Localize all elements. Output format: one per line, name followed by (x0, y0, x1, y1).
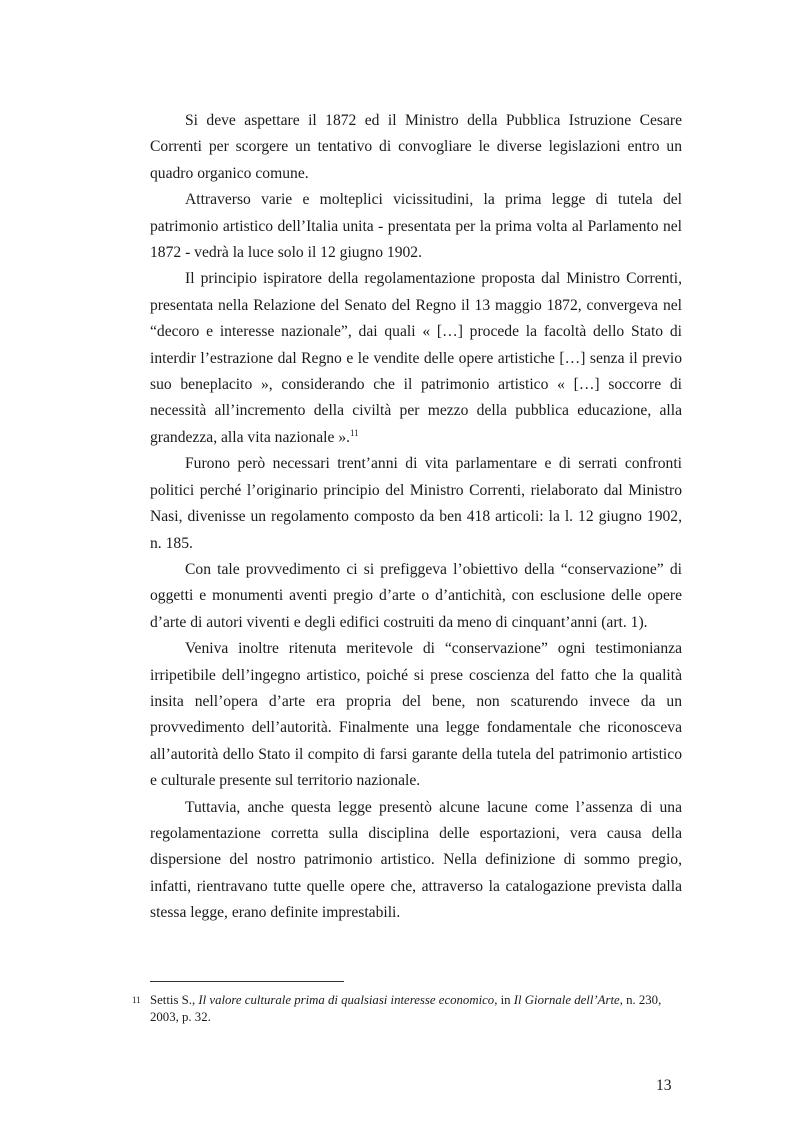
footnote-title: Il valore culturale prima di qualsiasi interesse economico, (198, 993, 498, 1007)
footnote-divider (150, 981, 344, 982)
paragraph: Tuttavia, anche questa legge presentò alcune lacune come l’assenza di una regolamentazione corretta sulla disciplina delle esportazioni, vera causa della dispersione del nostro patrimonio artistico. Nella definizione di sommo pregio, infatti, rientravano tutte quelle opere che, attraverso la catalogazione prevista dalla stessa legge, erano definite imprestabili. (150, 798, 682, 922)
paragraph: Furono però necessari trent’anni di vita parlamentare e di serrati confronti politici perché l’originario principio del Ministro Correnti, rielaborato dal Ministro Nasi, divenisse un regolamento composto da ben 418 articoli: la l. 12 giugno 1902, n. 185. (150, 455, 682, 552)
paragraph: Veniva inoltre ritenuta meritevole di “conservazione” ogni testimonianza irripetibile dell’ingegno artistico, poiché si prese coscienza del fatto che la qualità insita nell’opera d’arte era propria del bene, non scaturendo invece da un provvedimento dell’autorità. Finalmente una legge fondamentale che riconosceva all’autorità dello Stato il compito di farsi garante della tutela del patrimonio artistico e culturale presente sul territorio nazionale. (150, 640, 682, 790)
paragraph: Con tale provvedimento ci si prefiggeva l’obiettivo della “conservazione” di oggetti e monumenti aventi pregio d’arte o d’antichità, con esclusione delle opere d’arte di autori viventi e degli edifici costruiti da meno di cinquant’anni (art. 1). (150, 560, 682, 631)
footnote-journal: Il Giornale dell’Arte (513, 993, 620, 1007)
footnote-author: Settis S., (150, 993, 196, 1007)
body-text (150, 108, 682, 927)
paragraph-with-footnote (150, 266, 682, 451)
page-number: 13 (656, 1077, 672, 1094)
footnote-reference[interactable]: 11 (350, 427, 359, 438)
footnote (132, 992, 690, 1026)
paragraph: Si deve aspettare il 1872 ed il Ministro della Pubblica Istruzione Cesare Correnti per scorgere un tentativo di convogliare le diverse legislazioni entro un quadro organico comune. (150, 112, 682, 182)
paragraph-text: Il principio ispiratore della regolamentazione proposta dal Ministro Correnti, presentata nella Relazione del Senato del Regno il 13 maggio 1872, convergeva nel “decoro e interesse nazionale”, dai quali « […] procede la facoltà dello Stato di interdir l’estrazione dal Regno e le vendite delle opere artistiche […] senza il previo suo beneplacito », considerando che il patrimonio artistico « […] soccorre di necessità all’incremento della civiltà per mezzo della pubblica educazione, alla grandezza, alla vita nazionale ». (150, 270, 682, 446)
footnote-details: , n. 230, 2003, p. 32. (150, 993, 662, 1024)
footnote-number: 11 (132, 995, 141, 1005)
footnote-in: in (500, 993, 511, 1007)
paragraph: Attraverso varie e molteplici vicissitudini, la prima legge di tutela del patrimonio artistico dell’Italia unita - presentata per la prima volta al Parlamento nel 1872 - vedrà la luce solo il 12 giugno 1902. (150, 191, 682, 262)
